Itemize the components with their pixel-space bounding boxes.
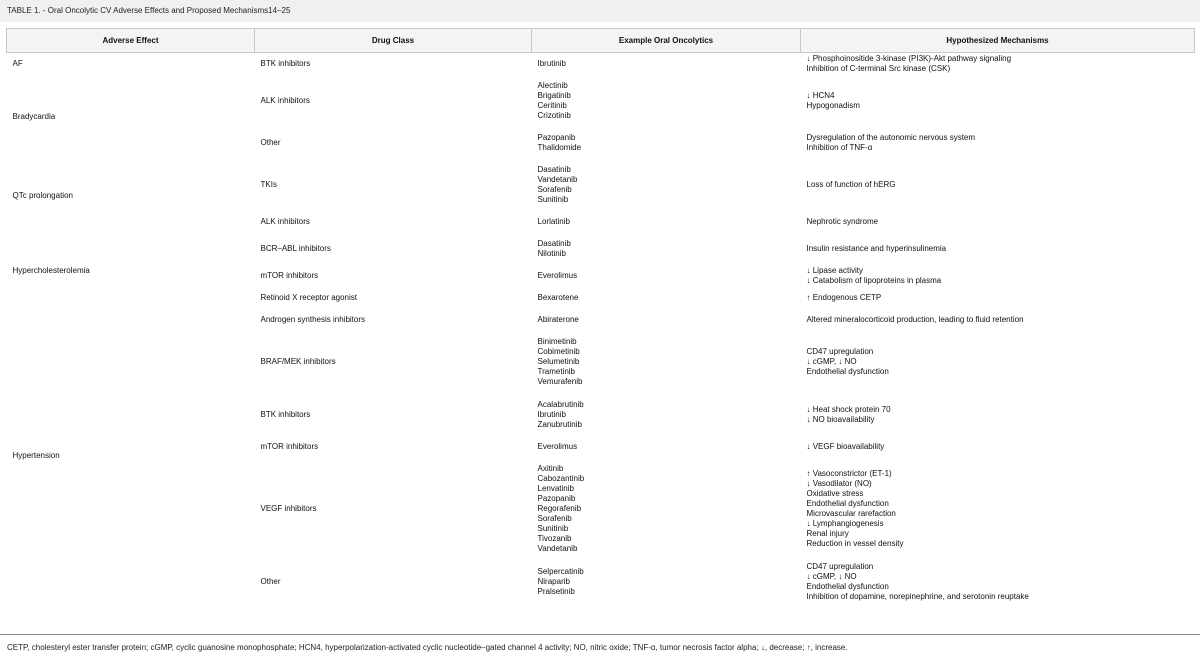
drug-class-cell: Other [260, 577, 281, 586]
mechanism-text: Altered mineralocorticoid production, leading to fluid retention [806, 314, 1024, 324]
mechanism-text: Insulin resistance and hyperinsulinemia [806, 244, 947, 253]
mechanism-text: Hypogonadism [806, 100, 860, 110]
oncolytics-cell [532, 309, 801, 331]
oncolytics-cell [532, 53, 801, 75]
table-row [7, 53, 1195, 75]
drug-name: Pazopanib [537, 132, 576, 142]
drug-name: Nilotinib [537, 249, 566, 258]
oncolytics-cell [532, 75, 801, 127]
adverse-effect-cell: Hypertension [12, 451, 60, 460]
mechanisms-cell [801, 309, 1195, 331]
mechanism-text: ↓ Lipase activity [806, 266, 863, 275]
drug-name: Zanubrutinib [537, 419, 582, 429]
mechanism-text: Inhibition of C-terminal Src kinase (CSK) [806, 63, 951, 73]
mechanism-text: Inhibition of TNF-α [806, 142, 873, 152]
mechanism-text: Endothelial dysfunction [806, 582, 889, 591]
oncolytics-cell [532, 561, 801, 604]
oncolytics-cell [532, 287, 801, 309]
mechanisms-cell [801, 212, 1195, 233]
table-caption: TABLE 1. - Oral Oncolytic CV Adverse Effects and Proposed Mechanisms14–25 [0, 0, 1200, 22]
drug-name: Axitinib [537, 464, 564, 473]
mechanisms-cell [801, 436, 1195, 458]
mechanism-text: ↑ Vasoconstrictor (ET-1) [806, 469, 892, 478]
drug-name: Everolimus [537, 271, 578, 280]
drug-class-cell: mTOR inhibitors [260, 441, 319, 451]
mechanism-text: CD47 upregulation [806, 347, 874, 356]
drug-name: Sunitinib [537, 195, 569, 204]
header-row [7, 29, 1195, 53]
drug-name: Sunitinib [537, 524, 569, 533]
drug-class-cell: BRAF/MEK inhibitors [260, 357, 336, 366]
drug-name: Selumetinib [537, 357, 580, 366]
mechanism-text: ↓ Lymphangiogenesis [806, 519, 884, 528]
mechanism-text: Endothelial dysfunction [806, 499, 889, 508]
drug-class-cell: VEGF inhibitors [260, 504, 317, 513]
drug-name: Niraparib [537, 577, 570, 586]
drug-name: Tivozanib [537, 534, 572, 543]
table-row [7, 309, 1195, 331]
drug-name: Bexarotene [537, 292, 579, 302]
mechanism-text: ↓ cGMP, ↓ NO [806, 572, 857, 581]
drug-class-cell: Retinoid X receptor agonist [260, 292, 357, 302]
drug-class-cell: BTK inhibitors [260, 409, 311, 419]
mechanisms-cell [801, 561, 1195, 604]
mechanism-text: ↓ NO bioavailability [806, 414, 875, 424]
mechanism-text: ↓ VEGF bioavailability [806, 441, 885, 451]
drug-name: Brigatinib [537, 90, 571, 100]
drug-class-cell: mTOR inhibitors [260, 271, 319, 280]
drug-name: Selpercatinib [537, 567, 584, 576]
header-hypothesized-mechanisms: Hypothesized Mechanisms [801, 29, 1195, 53]
drug-name: Crizotinib [537, 110, 571, 120]
mechanisms-cell [801, 266, 1195, 287]
drug-class-cell: ALK inhibitors [260, 95, 310, 105]
adverse-effects-table [6, 28, 1195, 604]
oncolytics-cell [532, 266, 801, 287]
mechanism-text: CD47 upregulation [806, 562, 874, 571]
mechanism-text: Renal injury [806, 529, 849, 538]
drug-class-cell: Androgen synthesis inhibitors [260, 314, 366, 324]
drug-name: Acalabrutinib [537, 399, 584, 409]
drug-class-cell: Other [260, 137, 281, 147]
mechanism-text: Endothelial dysfunction [806, 367, 889, 376]
drug-name: Dasatinib [537, 165, 571, 174]
mechanisms-cell [801, 127, 1195, 159]
mechanism-text: Loss of function of hERG [806, 180, 896, 189]
drug-name: Ceritinib [537, 100, 567, 110]
drug-name: Trametinib [537, 367, 575, 376]
drug-name: Ibrutinib [537, 58, 566, 68]
table-row [7, 75, 1195, 127]
header-example-oral-oncolytics: Example Oral Oncolytics [532, 29, 801, 53]
drug-name: Vemurafenib [537, 377, 583, 386]
adverse-effect-cell: Hypercholesterolemia [12, 265, 90, 275]
mechanism-text: ↓ cGMP, ↓ NO [806, 357, 857, 366]
oncolytics-cell [532, 436, 801, 458]
oncolytics-cell [532, 212, 801, 233]
drug-class-cell: BCR–ABL inhibitors [260, 244, 331, 253]
mechanism-text: Nephrotic syndrome [806, 217, 879, 226]
oncolytics-cell [532, 458, 801, 561]
adverse-effect-cell: QTc prolongation [12, 190, 73, 200]
mechanism-text: Dysregulation of the autonomic nervous system [806, 132, 976, 142]
oncolytics-cell [532, 127, 801, 159]
table-row [7, 233, 1195, 266]
drug-name: Lorlatinib [537, 217, 570, 226]
drug-name: Regorafenib [537, 504, 582, 513]
drug-class-cell: TKIs [260, 180, 277, 189]
drug-name: Lenvatinib [537, 484, 574, 493]
drug-name: Ibrutinib [537, 409, 566, 419]
mechanisms-cell [801, 458, 1195, 561]
drug-name: Pralsetinib [537, 587, 575, 596]
mechanism-text: ↓ Vasodilator (NO) [806, 479, 872, 488]
mechanism-text: Reduction in vessel density [806, 539, 904, 548]
adverse-effect-cell: Bradycardia [12, 111, 56, 121]
table-footnote: CETP, cholesteryl ester transfer protein; cGMP, cyclic guanosine monophosphate; HCN4, hyperpolarization-activated cyclic nucleotide–gated channel 4 activity; NO, nitric oxide; TNF-α, tumor necrosis factor alpha; ↓, decrease; ↑, increase. [0, 634, 1200, 658]
table-row [7, 159, 1195, 212]
header-adverse-effect: Adverse Effect [7, 29, 255, 53]
mechanism-text: Inhibition of dopamine, norepinephrine, and serotonin reuptake [806, 592, 1029, 601]
oncolytics-cell [532, 233, 801, 266]
drug-name: Cobimetinib [537, 347, 580, 356]
drug-name: Alectinib [537, 80, 568, 90]
oncolytics-cell [532, 331, 801, 394]
drug-name: Vandetanib [537, 175, 578, 184]
drug-name: Abiraterone [537, 314, 579, 324]
mechanism-text: Microvascular rarefaction [806, 509, 896, 518]
drug-name: Sorafenib [537, 185, 572, 194]
mechanisms-cell [801, 53, 1195, 75]
oncolytics-cell [532, 394, 801, 436]
mechanism-text: ↓ HCN4 [806, 90, 835, 100]
drug-class-cell: ALK inhibitors [260, 217, 310, 226]
mechanisms-cell [801, 75, 1195, 127]
mechanisms-cell [801, 233, 1195, 266]
mechanism-text: ↑ Endogenous CETP [806, 292, 882, 302]
adverse-effect-cell: AF [12, 58, 23, 68]
mechanisms-cell [801, 394, 1195, 436]
mechanism-text: ↓ Heat shock protein 70 [806, 404, 891, 414]
oncolytics-cell [532, 159, 801, 212]
mechanisms-cell [801, 159, 1195, 212]
mechanism-text: ↓ Catabolism of lipoproteins in plasma [806, 276, 942, 285]
mechanisms-cell [801, 331, 1195, 394]
drug-name: Binimetinib [537, 337, 577, 346]
drug-name: Vandetanib [537, 544, 578, 553]
drug-class-cell: BTK inhibitors [260, 58, 311, 68]
drug-name: Dasatinib [537, 239, 571, 248]
mechanisms-cell [801, 287, 1195, 309]
drug-name: Everolimus [537, 441, 578, 451]
drug-name: Cabozantinib [537, 474, 585, 483]
table-body [7, 53, 1195, 604]
drug-name: Sorafenib [537, 514, 572, 523]
mechanism-text: Oxidative stress [806, 489, 864, 498]
drug-name: Pazopanib [537, 494, 576, 503]
drug-name: Thalidomide [537, 142, 582, 152]
header-drug-class: Drug Class [255, 29, 532, 53]
mechanism-text: ↓ Phosphoinositide 3-kinase (PI3K)-Akt pathway signaling [806, 53, 1012, 63]
